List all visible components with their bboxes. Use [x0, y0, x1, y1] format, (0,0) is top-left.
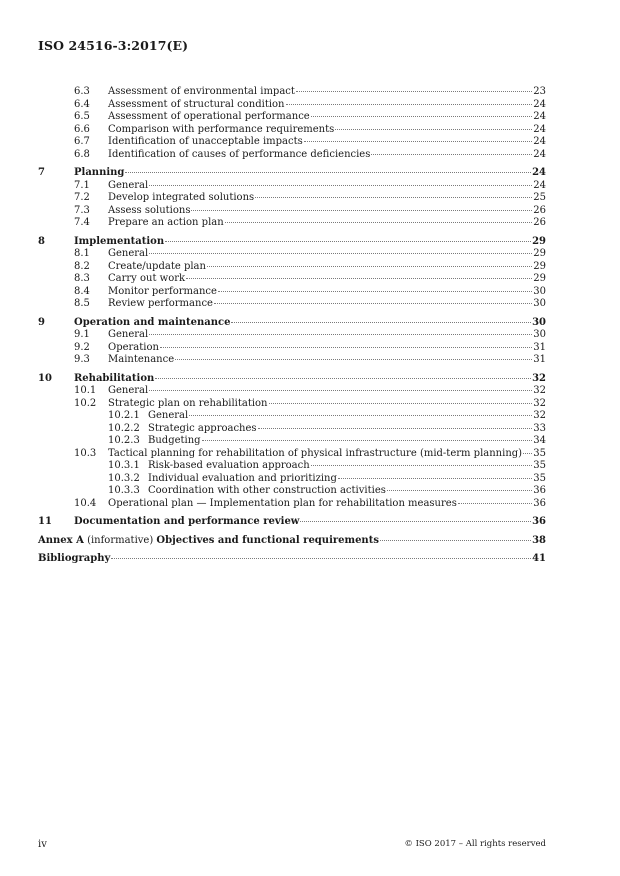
annex-title: Objectives and functional requirements — [156, 534, 379, 546]
toc-entry[interactable] — [38, 435, 546, 448]
toc-entry-number: 11 — [38, 516, 52, 527]
toc-entry-title: Develop integrated solutions — [108, 192, 255, 203]
toc-entry-number: 10.2 — [74, 397, 97, 409]
toc-entry-title: Risk-based evaluation approach — [148, 460, 310, 471]
toc-entry[interactable] — [38, 86, 546, 99]
dot-leader — [160, 346, 532, 348]
toc-entry-number: 7 — [38, 167, 45, 178]
dot-leader — [387, 489, 532, 491]
toc-entry-annex-a[interactable] — [38, 535, 546, 548]
toc-entry-number: 6.7 — [74, 136, 90, 147]
toc-entry-title: Maintenance — [108, 354, 175, 365]
dot-leader — [304, 140, 533, 142]
toc-entry-title: Implementation — [74, 235, 165, 247]
toc-entry-page: 29 — [533, 248, 546, 259]
toc-entry-title: Individual evaluation and prioritizing — [148, 472, 337, 484]
toc-entry-page: 24 — [533, 179, 546, 191]
toc-entry[interactable] — [38, 398, 546, 411]
toc-entry-page: 32 — [533, 385, 546, 396]
toc-entry-page: 26 — [533, 217, 546, 228]
toc-entry-number: 6.3 — [74, 86, 90, 97]
table-of-contents — [38, 86, 546, 566]
toc-entry-title: Comparison with performance requirements — [108, 123, 335, 135]
toc-entry[interactable] — [38, 516, 546, 529]
toc-entry-page: 30 — [533, 329, 546, 340]
toc-entry-title: Prepare an action plan — [108, 217, 224, 228]
toc-entry-number: 6.6 — [74, 123, 90, 135]
toc-entry[interactable] — [38, 261, 546, 274]
toc-entry[interactable] — [38, 236, 546, 249]
toc-entry-number: 9.2 — [74, 341, 90, 353]
dot-leader — [191, 209, 532, 211]
toc-entry-number: 10.4 — [74, 497, 97, 509]
dot-leader — [371, 153, 532, 155]
toc-entry-number: 7.1 — [74, 179, 90, 191]
toc-entry[interactable] — [38, 248, 546, 261]
dot-leader — [155, 377, 531, 379]
toc-entry-title: Operation — [108, 341, 159, 353]
toc-entry-title: Planning — [74, 167, 125, 178]
toc-entry-title: General — [108, 385, 149, 396]
toc-entry-title: Carry out work — [108, 273, 186, 284]
toc-entry-page: 35 — [533, 472, 546, 484]
toc-entry[interactable] — [38, 99, 546, 112]
toc-entry-title: Tactical planning for rehabilitation of physical infrastructure (mid-term planning) — [108, 447, 523, 459]
document-id: ISO 24516-3:2017(E) — [38, 38, 189, 53]
toc-entry-page: 34 — [533, 435, 546, 446]
toc-entry-title: Identification of causes of performance deficiencies — [108, 148, 371, 160]
toc-entry-number: 7.4 — [74, 217, 90, 228]
toc-entry-number: 10.2.3 — [108, 435, 140, 446]
toc-entry-page: 32 — [533, 410, 546, 421]
dot-leader — [218, 290, 532, 292]
toc-entry-title: Review performance — [108, 298, 213, 309]
dot-leader — [225, 221, 533, 223]
toc-entry-page: 24 — [533, 148, 546, 160]
toc-entry-number: 10.3.2 — [108, 472, 140, 484]
toc-entry-number: 10 — [38, 372, 52, 384]
toc-entry[interactable] — [38, 342, 546, 355]
toc-entry-number: 10.2.2 — [108, 422, 140, 434]
toc-entry[interactable] — [38, 298, 546, 311]
annex-label: Annex A — [38, 534, 84, 546]
toc-entry[interactable] — [38, 385, 546, 398]
toc-entry[interactable] — [38, 167, 546, 180]
toc-entry-page: 31 — [533, 354, 546, 365]
dot-leader — [214, 302, 532, 304]
toc-entry[interactable] — [38, 373, 546, 386]
toc-entry-number: 8.5 — [74, 298, 90, 309]
dot-leader — [300, 520, 531, 522]
toc-entry-number: 6.8 — [74, 148, 90, 160]
toc-entry[interactable] — [38, 217, 546, 230]
toc-entry-bibliography[interactable] — [38, 553, 546, 566]
dot-leader — [380, 539, 531, 541]
toc-entry-page: 32 — [532, 372, 546, 384]
toc-entry-page: 29 — [533, 273, 546, 284]
toc-entry[interactable] — [38, 136, 546, 149]
toc-entry[interactable] — [38, 111, 546, 124]
toc-entry[interactable] — [38, 354, 546, 367]
annex-qualifier: (informative) — [87, 534, 154, 546]
toc-entry[interactable] — [38, 124, 546, 137]
dot-leader — [149, 333, 532, 335]
toc-entry[interactable] — [38, 329, 546, 342]
dot-leader — [286, 103, 533, 105]
toc-entry-number: 7.2 — [74, 192, 90, 203]
toc-entry-number: 7.3 — [74, 204, 90, 216]
toc-entry-page: 24 — [532, 167, 546, 178]
toc-entry[interactable] — [38, 180, 546, 193]
toc-entry[interactable] — [38, 317, 546, 330]
toc-entry[interactable] — [38, 473, 546, 486]
toc-entry-title: Assessment of environmental impact — [108, 86, 295, 97]
dot-leader — [165, 240, 531, 242]
dot-leader — [125, 171, 531, 173]
toc-entry-title: Documentation and performance review — [74, 516, 300, 527]
toc-entry-page: 36 — [532, 516, 546, 527]
toc-entry-title: Assessment of operational performance — [108, 111, 310, 122]
dot-leader — [202, 439, 533, 441]
toc-entry-number: 10.3 — [74, 447, 97, 459]
toc-entry-title: Assess solutions — [108, 204, 191, 216]
dot-leader — [523, 452, 532, 454]
toc-entry-title: Strategic plan on rehabilitation — [108, 397, 268, 409]
toc-entry-page: 32 — [533, 397, 546, 409]
toc-entry[interactable] — [38, 485, 546, 498]
page-number: iv — [38, 839, 47, 850]
toc-entry-number: 8.3 — [74, 273, 90, 284]
toc-entry-page: 24 — [533, 136, 546, 147]
dot-leader — [149, 252, 532, 254]
toc-entry-number: 9 — [38, 316, 45, 328]
toc-entry-title: Strategic approaches — [148, 422, 257, 434]
dot-leader — [311, 115, 533, 117]
toc-entry-number: 8.1 — [74, 248, 90, 259]
dot-leader — [296, 90, 532, 92]
dot-leader — [311, 464, 533, 466]
toc-entry-number: 9.1 — [74, 329, 90, 340]
toc-entry-page: 30 — [533, 298, 546, 309]
dot-leader — [149, 184, 532, 186]
toc-entry-title: General — [108, 179, 149, 191]
toc-entry-title: General — [108, 248, 149, 259]
toc-entry-page: 24 — [533, 111, 546, 122]
toc-entry[interactable] — [38, 410, 546, 423]
toc-entry[interactable] — [38, 273, 546, 286]
toc-entry-title: Bibliography — [38, 553, 111, 564]
toc-entry[interactable] — [38, 423, 546, 436]
toc-entry-page: 26 — [533, 204, 546, 216]
toc-entry-page: 41 — [532, 553, 546, 564]
toc-entry-page: 25 — [533, 192, 546, 203]
toc-entry-title: Coordination with other construction activities — [148, 485, 386, 496]
toc-entry-number: 10.1 — [74, 385, 97, 396]
copyright-notice: © ISO 2017 – All rights reserved — [404, 839, 546, 849]
dot-leader — [258, 427, 533, 429]
toc-entry-page: 36 — [533, 497, 546, 509]
toc-entry-number: 6.4 — [74, 98, 90, 110]
toc-entry-page: 35 — [533, 447, 546, 459]
toc-entry-number: 8 — [38, 235, 45, 247]
toc-entry-title: Operational plan — Implementation plan for rehabilitation measures — [108, 497, 457, 509]
dot-leader — [255, 196, 532, 198]
dot-leader — [189, 414, 532, 416]
toc-entry-page: 23 — [533, 86, 546, 97]
toc-entry-page: 38 — [532, 534, 546, 546]
toc-entry-number: 9.3 — [74, 354, 90, 365]
toc-entry-title: Budgeting — [148, 435, 201, 446]
toc-entry-page: 29 — [532, 235, 546, 247]
dot-leader — [338, 477, 532, 479]
toc-entry-page: 30 — [532, 316, 546, 328]
toc-entry-number: 10.3.3 — [108, 485, 140, 496]
dot-leader — [335, 128, 532, 130]
toc-entry[interactable] — [38, 460, 546, 473]
toc-entry[interactable] — [38, 286, 546, 299]
toc-entry-title: General — [148, 410, 189, 421]
dot-leader — [231, 321, 531, 323]
toc-entry-title: Create/update plan — [108, 260, 206, 272]
toc-entry-page: 33 — [533, 422, 546, 434]
toc-entry-title: Assessment of structural condition — [108, 98, 285, 110]
dot-leader — [269, 402, 533, 404]
toc-entry-number: 10.2.1 — [108, 410, 140, 421]
dot-leader — [175, 358, 532, 360]
dot-leader — [186, 277, 532, 279]
toc-entry-number: 8.4 — [74, 285, 90, 297]
toc-entry[interactable] — [38, 448, 546, 461]
toc-entry-page: 30 — [533, 285, 546, 297]
toc-entry-title: Identification of unacceptable impacts — [108, 136, 303, 147]
toc-entry-title: Operation and maintenance — [74, 316, 231, 328]
toc-entry-title — [38, 535, 379, 548]
toc-entry-number: 10.3.1 — [108, 460, 140, 471]
toc-entry-title: General — [108, 329, 149, 340]
toc-entry-page: 24 — [533, 123, 546, 135]
toc-entry[interactable] — [38, 205, 546, 218]
toc-entry-number: 6.5 — [74, 111, 90, 122]
toc-entry[interactable] — [38, 149, 546, 162]
toc-entry-page: 24 — [533, 98, 546, 110]
toc-entry-title: Rehabilitation — [74, 372, 155, 384]
toc-entry-page: 36 — [533, 485, 546, 496]
toc-entry-page: 29 — [533, 260, 546, 272]
toc-entry[interactable] — [38, 498, 546, 511]
toc-entry-title: Monitor performance — [108, 285, 217, 297]
toc-entry-page: 31 — [533, 341, 546, 353]
dot-leader — [458, 502, 532, 504]
dot-leader — [207, 265, 532, 267]
toc-entry-page: 35 — [533, 460, 546, 471]
toc-entry[interactable] — [38, 192, 546, 205]
toc-entry-number: 8.2 — [74, 260, 90, 272]
dot-leader — [149, 389, 532, 391]
dot-leader — [111, 557, 531, 559]
